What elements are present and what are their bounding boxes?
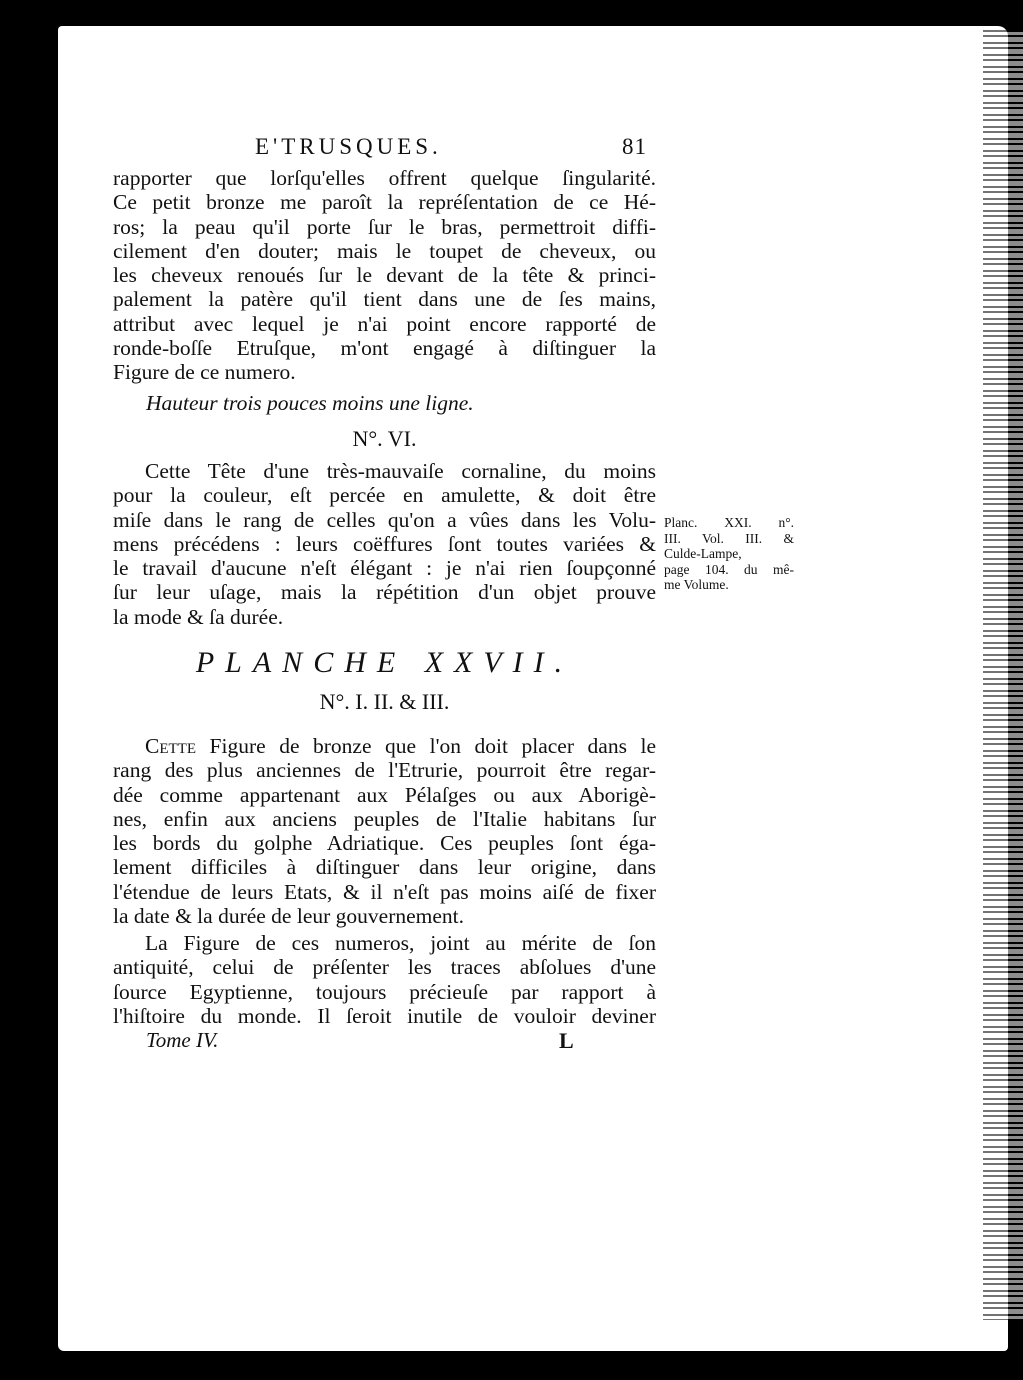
- text-line: ros; la peau qu'il porte ſur le bras, permettroit diffi-: [113, 214, 656, 239]
- margin-note-line: me Volume.: [664, 577, 729, 592]
- text-line: Cette Tête d'une très-mauvaiſe cornaline, du moins: [145, 459, 656, 483]
- text-line: l'hiſtoire du monde. Il ſeroit inutile de vouloir deviner: [113, 1003, 656, 1028]
- planche-paragraph-2: [113, 931, 656, 1028]
- text-line: attribut avec lequel je n'ai point encore rapporté de: [113, 311, 656, 336]
- text-line: miſe dans le rang de celles qu'on a vûes dans les Volu-: [113, 507, 656, 532]
- text-line: pour la couleur, eſt percée en amulette, & doit être: [113, 483, 656, 508]
- text-line: Ce petit bronze me paroît la repréſentation de ce Hé-: [113, 190, 656, 215]
- planche-paragraph-1: [113, 734, 656, 928]
- dimension-note: Hauteur trois pouces moins une ligne.: [146, 391, 474, 415]
- text-line: ſur leur uſage, mais la répétition d'un objet prouve: [113, 580, 656, 605]
- text-line: le travail d'aucune n'eſt élégant : je n'ai rien ſoupçonné: [113, 556, 656, 581]
- top-paragraph: [113, 166, 656, 385]
- text-line: dée comme appartenant aux Pélaſges ou aux Aborigè-: [113, 782, 656, 807]
- text-line: rapporter que lorſqu'elles offrent quelque ſingularité.: [113, 166, 656, 190]
- text-line: ſource Egyptienne, toujours précieuſe par rapport à: [113, 979, 656, 1004]
- text-line: antiquité, celui de préſenter les traces abſolues d'une: [113, 955, 656, 980]
- margin-note-line: Planc. XXI. n°.: [664, 515, 794, 530]
- tome-label: Tome IV.: [146, 1028, 219, 1052]
- planche-numbers: N°. I. II. & III.: [319, 689, 450, 714]
- margin-note-line: page 104. du mê-: [664, 561, 794, 577]
- page-number: 81: [622, 134, 647, 159]
- text-line: cilement d'en douter; mais le toupet de cheveux, ou: [113, 238, 656, 263]
- text-line: la mode & ſa durée.: [113, 604, 284, 629]
- text-line: ronde-boſſe Etruſque, m'ont engagé à diſtinguer la: [113, 336, 656, 361]
- opening-word: Cette: [145, 734, 196, 758]
- text-line: rang des plus anciennes de l'Etrurie, pourroit être regar-: [113, 758, 656, 783]
- text-line: les cheveux renoués ſur le devant de la tête & princi-: [113, 263, 656, 288]
- text-line: mens précédens : leurs coëffures ſont toutes variées &: [113, 531, 656, 556]
- text-line-rest: Figure de bronze que l'on doit placer dans le: [196, 734, 656, 758]
- scan-edge-shadow: [983, 30, 1023, 1320]
- running-head-title: E'TRUSQUES.: [255, 134, 442, 159]
- text-line: nes, enfin aux anciens peuples de l'Italie habitans ſur: [113, 806, 656, 831]
- margin-note: [664, 515, 794, 593]
- margin-note-line: III. Vol. III. &: [664, 530, 794, 546]
- text-line: la date & la durée de leur gouvernement.: [113, 904, 465, 929]
- text-line: La Figure de ces numeros, joint au mérite de ſon: [145, 931, 656, 955]
- section-vi-paragraph: [113, 459, 656, 629]
- text-line: Figure de ce numero.: [113, 360, 296, 385]
- text-line: [113, 734, 656, 758]
- margin-note-line: Culde-Lampe,: [664, 546, 742, 561]
- signature-mark: L: [559, 1028, 574, 1053]
- text-line: lement difficiles à diſtinguer dans leur origine, dans: [113, 855, 656, 880]
- planche-title: PLANCHE XXVII.: [195, 646, 574, 679]
- section-heading-vi: N°. VI.: [352, 426, 417, 451]
- text-line: l'étendue de leurs Etats, & il n'eſt pas moins aiſé de fixer: [113, 879, 656, 904]
- text-line: les bords du golphe Adriatique. Ces peuples ſont éga-: [113, 831, 656, 856]
- text-line: palement la patère qu'il tient dans une de ſes mains,: [113, 287, 656, 312]
